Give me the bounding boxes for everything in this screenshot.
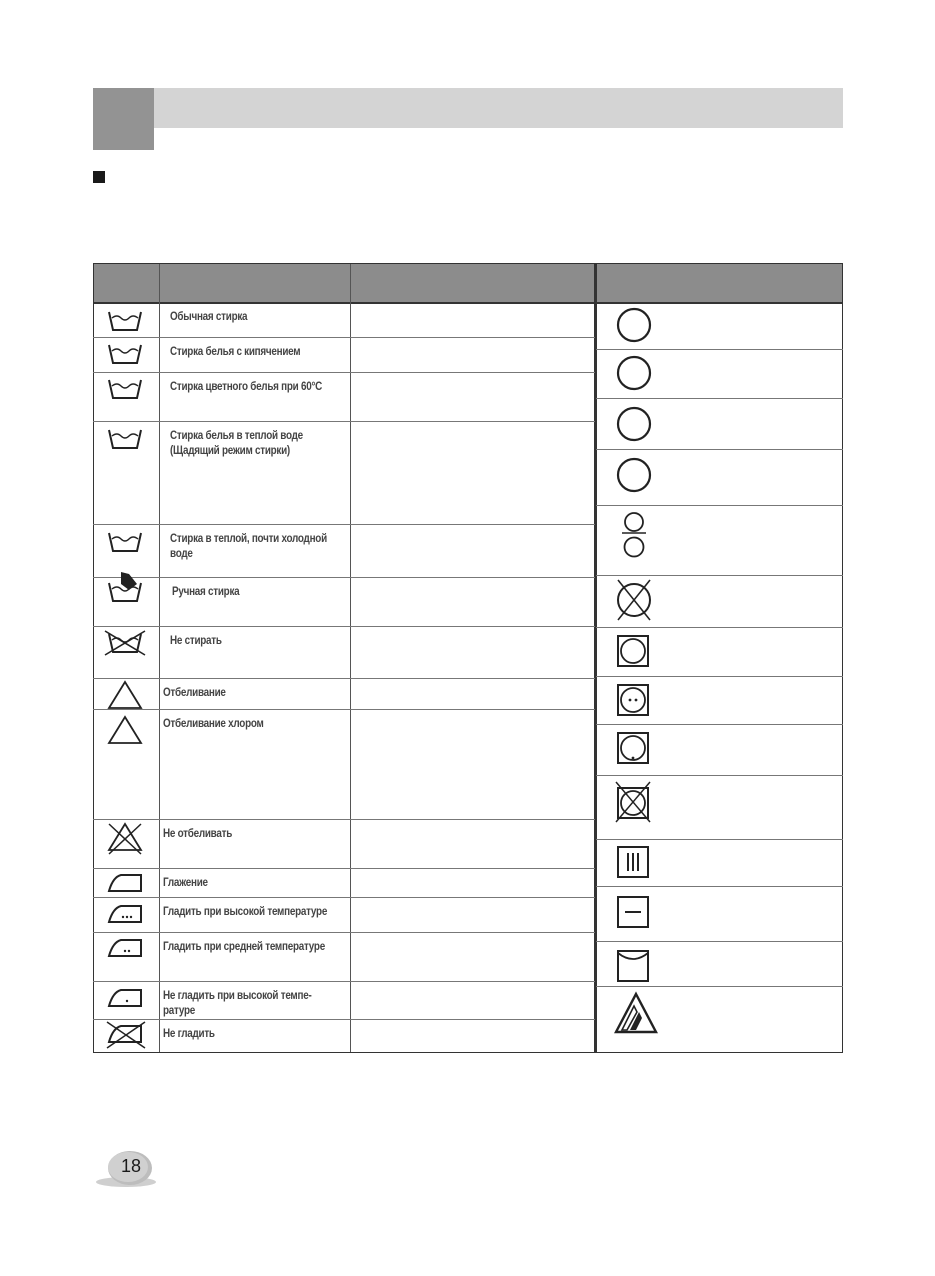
care-label — [170, 429, 303, 459]
iron-two-dots-icon — [107, 936, 145, 958]
section-header-block — [93, 88, 154, 150]
care-label-line: Стирка белья с кипячением — [170, 346, 301, 358]
iron-icon — [107, 871, 145, 893]
washtub-icon — [107, 342, 145, 364]
care-label — [163, 876, 208, 891]
do-not-wash-icon — [107, 631, 145, 657]
section-header-bar — [93, 88, 843, 128]
care-label — [163, 717, 264, 732]
two-small-circles-icon — [616, 513, 652, 557]
iron-one-dot-icon — [107, 986, 145, 1008]
care-label — [170, 532, 327, 562]
do-not-iron-icon — [107, 1022, 145, 1048]
care-label-line: ратуре — [163, 1005, 196, 1017]
care-label-line: Не стирать — [170, 635, 222, 647]
care-label-line: Ручная стирка — [172, 586, 240, 598]
circle-icon — [616, 457, 652, 493]
dry-flat-icon — [616, 895, 650, 929]
care-label-line: воде — [170, 548, 193, 560]
drip-dry-icon — [616, 845, 650, 879]
care-symbols-table — [93, 263, 595, 1053]
care-label — [170, 345, 300, 360]
tumble-dry-two-dots-icon — [616, 683, 650, 717]
table-header-right — [597, 264, 842, 304]
care-label — [163, 905, 327, 920]
care-label — [163, 989, 311, 1019]
washtub-icon — [107, 377, 145, 399]
triangle-icon — [107, 680, 145, 710]
do-not-bleach-icon — [107, 822, 145, 856]
care-label-line: Отбеливание хлором — [163, 718, 264, 730]
care-label-line: Стирка белья в теплой воде — [170, 430, 303, 442]
hand-wash-icon — [107, 580, 145, 614]
care-label-line: Обычная стирка — [170, 311, 248, 323]
care-label-line: (Щадящий режим стирки) — [170, 445, 290, 457]
care-label-line: Не гладить — [163, 1028, 215, 1040]
care-label-line: Стирка цветного белья при 60°С — [170, 381, 323, 393]
bullet-square-icon — [93, 171, 105, 183]
care-label-line: Гладить при средней температуре — [163, 941, 325, 953]
care-label-line: Гладить при высокой температуре — [163, 906, 328, 918]
circle-icon — [616, 406, 652, 442]
care-label-line: Глажение — [163, 877, 208, 889]
care-label-line: Не отбеливать — [163, 828, 233, 840]
iron-three-dots-icon — [107, 902, 145, 924]
circle-icon — [616, 355, 652, 391]
care-label — [170, 380, 322, 395]
washtub-icon — [107, 427, 145, 449]
care-label-line: Отбеливание — [163, 687, 226, 699]
care-label-line: Не гладить при высокой темпе- — [163, 990, 312, 1002]
washtub-icon — [107, 530, 145, 552]
bleach-striped-icon — [616, 994, 656, 1032]
table-header — [94, 264, 594, 304]
care-label-line: Стирка в теплой, почти холодной — [170, 533, 327, 545]
care-label — [163, 1027, 215, 1042]
do-not-dry-clean-icon — [616, 582, 652, 618]
care-label — [170, 634, 222, 649]
washtub-icon — [107, 309, 145, 331]
care-label — [163, 827, 232, 842]
circle-icon — [616, 307, 652, 343]
triangle-icon — [107, 715, 145, 745]
page-number: 18 — [120, 1156, 142, 1176]
care-label — [163, 940, 325, 955]
do-not-tumble-dry-icon — [616, 786, 650, 820]
line-dry-icon — [616, 949, 650, 983]
care-label — [172, 585, 239, 600]
tumble-dry-one-dot-icon — [616, 731, 650, 765]
tumble-dry-icon — [616, 634, 650, 668]
care-label — [163, 686, 226, 701]
care-label — [170, 310, 247, 325]
